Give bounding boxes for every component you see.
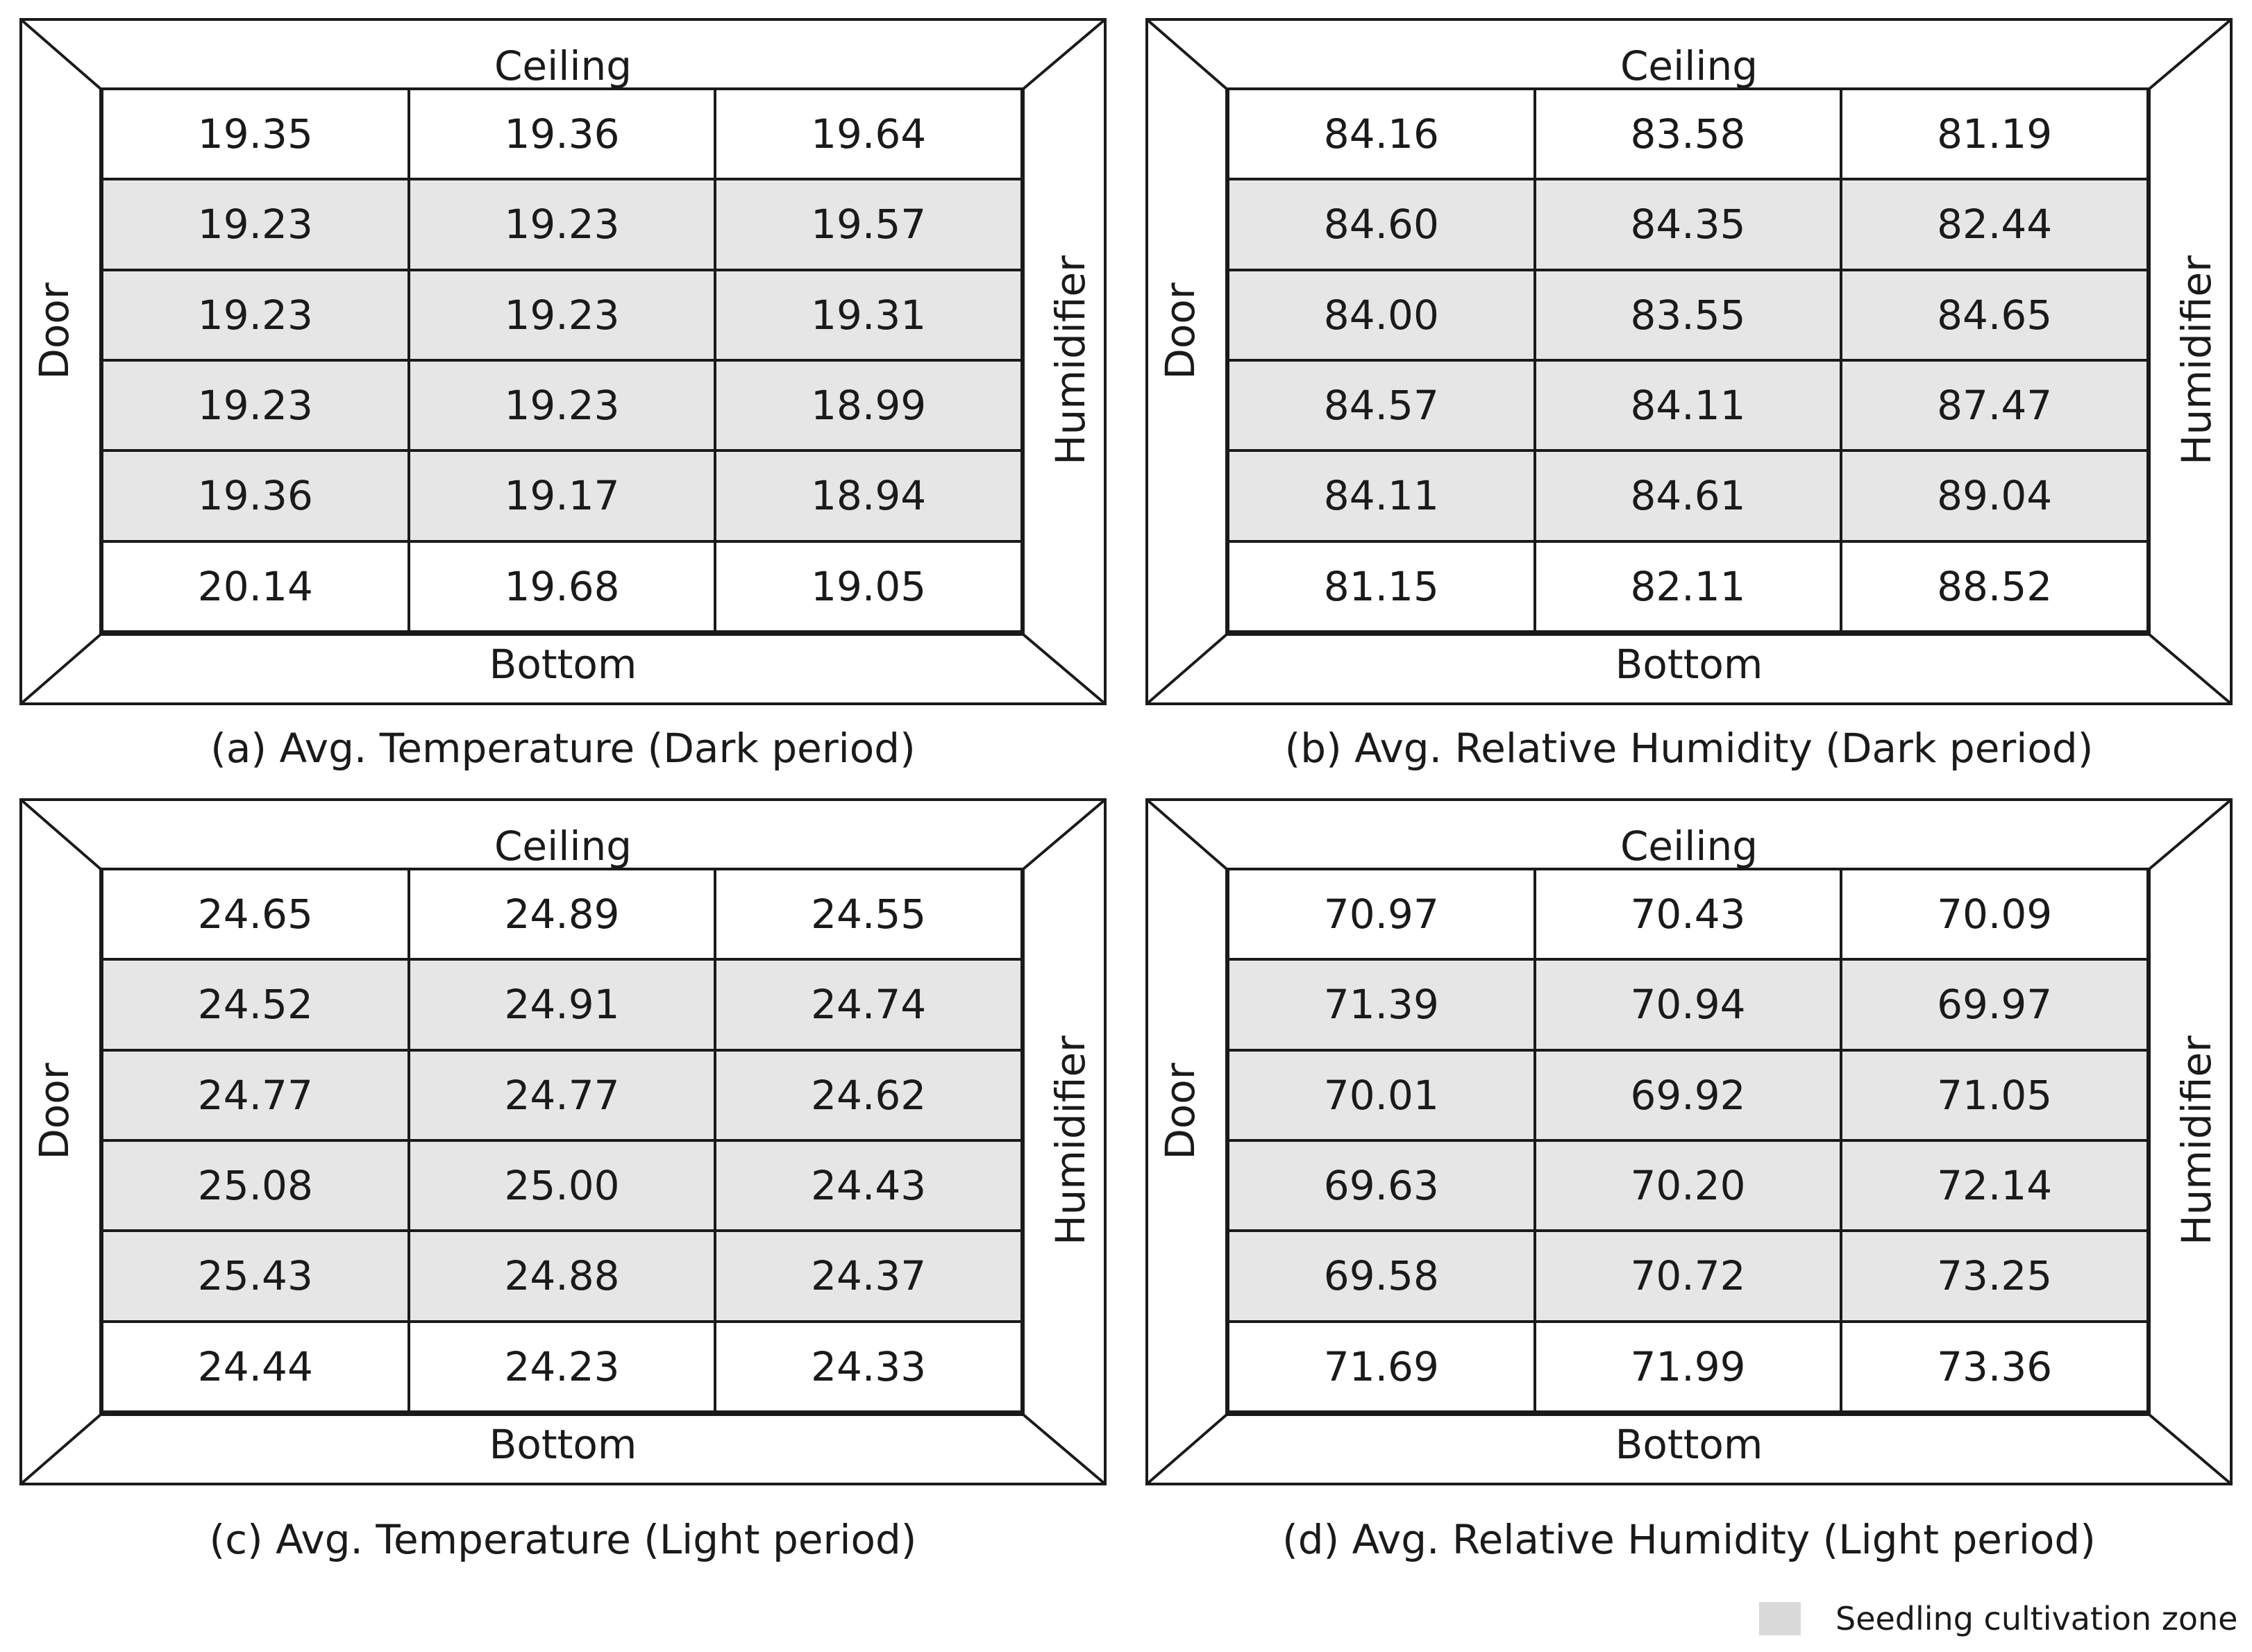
panel-d: [1145, 798, 2233, 1485]
humidifier-label: Humidifier: [2173, 1036, 2220, 1245]
grid-cell: 25.00: [410, 1142, 717, 1232]
caption-d: (d) Avg. Relative Humidity (Light period): [1282, 1516, 2096, 1563]
legend: [1759, 1598, 2237, 1640]
grid-cell: 20.14: [103, 543, 410, 633]
grid-cell: 71.69: [1229, 1323, 1536, 1413]
bottom-label: Bottom: [489, 641, 637, 688]
grid-cell: 19.35: [103, 90, 410, 180]
grid-cell: 25.08: [103, 1142, 410, 1232]
grid-cell: 19.68: [410, 543, 717, 633]
grid-cell: 24.23: [410, 1323, 717, 1413]
grid-cell: 84.61: [1536, 452, 1843, 542]
ceiling-label: Ceiling: [494, 42, 632, 90]
grid-cell: 24.65: [103, 870, 410, 961]
legend-swatch: [1759, 1602, 1801, 1635]
grid-cell: 84.60: [1229, 180, 1536, 271]
grid-cell: 24.77: [103, 1052, 410, 1142]
grid-cell: 19.23: [103, 271, 410, 362]
grid-cell: 19.05: [716, 543, 1023, 633]
bottom-label: Bottom: [489, 1421, 637, 1468]
grid-cell: 70.01: [1229, 1052, 1536, 1142]
legend-label: Seedling cultivation zone: [1835, 1600, 2238, 1637]
door-label: Door: [31, 283, 78, 380]
grid-cell: 84.35: [1536, 180, 1843, 271]
grid-cell: 70.20: [1536, 1142, 1843, 1232]
grid-cell: 25.43: [103, 1232, 410, 1322]
panel-b: [1145, 18, 2233, 705]
grid-cell: 24.88: [410, 1232, 717, 1322]
grid-cell: 73.36: [1842, 1323, 2149, 1413]
ceiling-label: Ceiling: [1620, 42, 1758, 90]
ceiling-label: Ceiling: [494, 823, 632, 870]
humidifier-label: Humidifier: [1047, 255, 1094, 465]
ceiling-label: Ceiling: [1620, 823, 1758, 870]
grid-cell: 69.63: [1229, 1142, 1536, 1232]
grid-cell: 18.94: [716, 452, 1023, 542]
grid-cell: 70.97: [1229, 870, 1536, 961]
bottom-label: Bottom: [1615, 641, 1763, 688]
grid-cell: 84.11: [1536, 362, 1843, 452]
grid-cell: 69.58: [1229, 1232, 1536, 1322]
grid-cell: 19.23: [410, 362, 717, 452]
grid-cell: 24.43: [716, 1142, 1023, 1232]
grid-cell: 84.11: [1229, 452, 1536, 542]
grid-cell: 19.64: [716, 90, 1023, 180]
grid-cell: 69.97: [1842, 961, 2149, 1051]
grid-cell: 69.92: [1536, 1052, 1843, 1142]
grid-cell: 87.47: [1842, 362, 2149, 452]
grid-cell: 88.52: [1842, 543, 2149, 633]
grid-cell: 19.31: [716, 271, 1023, 362]
grid-cell: 73.25: [1842, 1232, 2149, 1322]
grid-cell: 19.23: [103, 180, 410, 271]
bottom-label: Bottom: [1615, 1421, 1763, 1468]
grid-cell: 84.16: [1229, 90, 1536, 180]
grid-cell: 81.19: [1842, 90, 2149, 180]
grid-cell: 24.33: [716, 1323, 1023, 1413]
grid-cell: 19.57: [716, 180, 1023, 271]
grid-cell: 24.44: [103, 1323, 410, 1413]
grid-cell: 89.04: [1842, 452, 2149, 542]
grid-cell: 19.23: [410, 180, 717, 271]
measurement-grid: [101, 87, 1023, 633]
grid-cell: 19.36: [410, 90, 717, 180]
grid-cell: 70.43: [1536, 870, 1843, 961]
humidifier-label: Humidifier: [2173, 255, 2220, 465]
grid-cell: 81.15: [1229, 543, 1536, 633]
grid-cell: 84.65: [1842, 271, 2149, 362]
grid-cell: 24.91: [410, 961, 717, 1051]
door-label: Door: [31, 1063, 78, 1160]
grid-cell: 70.94: [1536, 961, 1843, 1051]
grid-cell: 83.55: [1536, 271, 1843, 362]
grid-cell: 19.36: [103, 452, 410, 542]
grid-cell: 24.52: [103, 961, 410, 1051]
grid-cell: 24.74: [716, 961, 1023, 1051]
grid-cell: 84.00: [1229, 271, 1536, 362]
grid-cell: 70.72: [1536, 1232, 1843, 1322]
door-label: Door: [1157, 1063, 1204, 1160]
grid-cell: 82.44: [1842, 180, 2149, 271]
grid-cell: 19.23: [410, 271, 717, 362]
panel-a: [19, 18, 1107, 705]
grid-cell: 71.39: [1229, 961, 1536, 1051]
grid-cell: 70.09: [1842, 870, 2149, 961]
caption-a: (a) Avg. Temperature (Dark period): [210, 725, 916, 772]
grid-cell: 24.77: [410, 1052, 717, 1142]
measurement-grid: [1227, 868, 2149, 1413]
grid-cell: 71.05: [1842, 1052, 2149, 1142]
door-label: Door: [1157, 283, 1204, 380]
grid-cell: 24.89: [410, 870, 717, 961]
grid-cell: 82.11: [1536, 543, 1843, 633]
grid-cell: 19.17: [410, 452, 717, 542]
grid-cell: 24.55: [716, 870, 1023, 961]
grid-cell: 24.62: [716, 1052, 1023, 1142]
panel-c: [19, 798, 1107, 1485]
caption-b: (b) Avg. Relative Humidity (Dark period): [1284, 725, 2094, 772]
grid-cell: 18.99: [716, 362, 1023, 452]
grid-cell: 71.99: [1536, 1323, 1843, 1413]
measurement-grid: [1227, 87, 2149, 633]
grid-cell: 24.37: [716, 1232, 1023, 1322]
caption-c: (c) Avg. Temperature (Light period): [209, 1516, 917, 1563]
measurement-grid: [101, 868, 1023, 1413]
grid-cell: 83.58: [1536, 90, 1843, 180]
grid-cell: 84.57: [1229, 362, 1536, 452]
grid-cell: 19.23: [103, 362, 410, 452]
grid-cell: 72.14: [1842, 1142, 2149, 1232]
humidifier-label: Humidifier: [1047, 1036, 1094, 1245]
